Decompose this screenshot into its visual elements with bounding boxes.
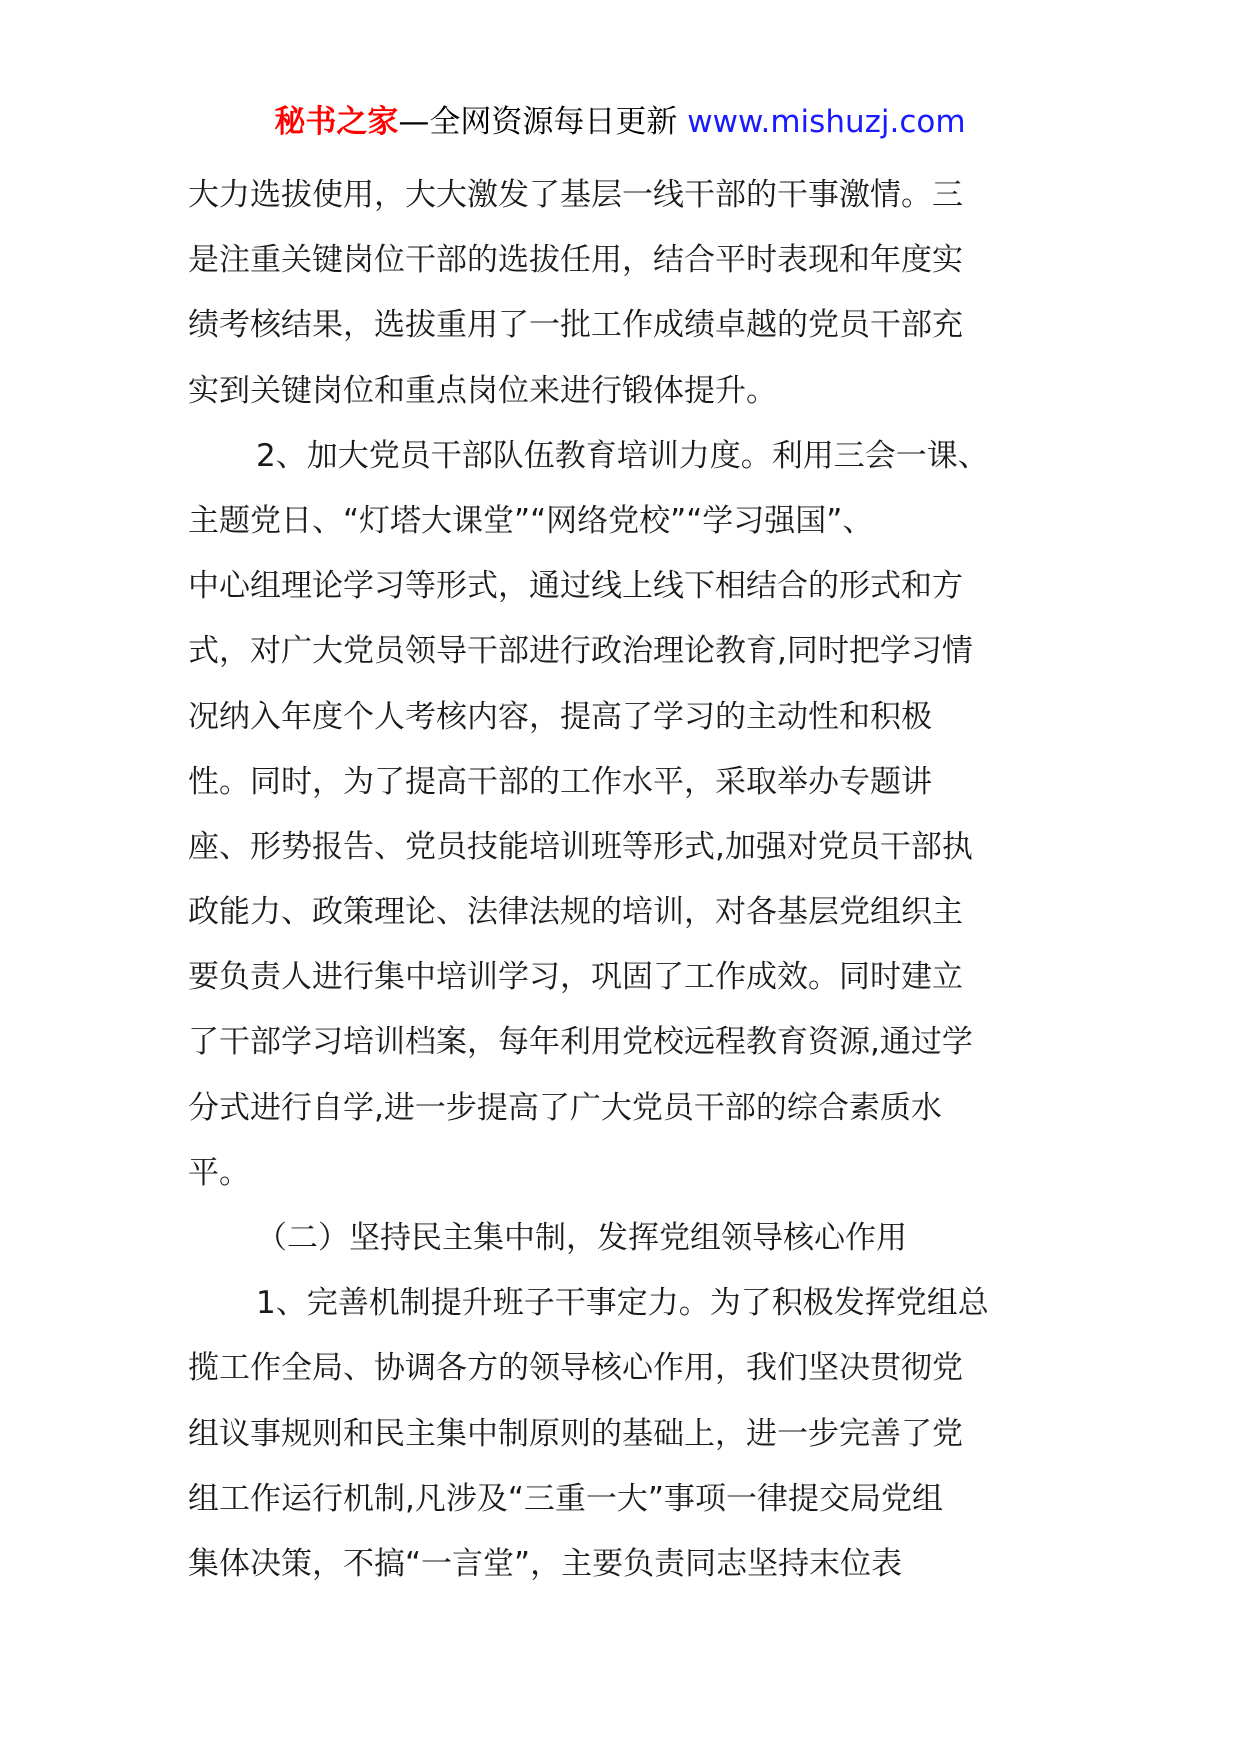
- header-slogan: —全网资源每日更新: [398, 104, 678, 140]
- text-line: 绩考核结果，选拔重用了一批工作成绩卓越的党员干部充: [188, 307, 963, 344]
- text-line: 主题党日、“灯塔大课堂”“网络党校”“学习强国”、: [188, 502, 874, 539]
- brand-name: 秘书之家: [274, 104, 399, 140]
- paragraph-start-line: 2、加大党员干部队伍教育培训力度。利用三会一课、: [256, 437, 989, 474]
- text-line: 况纳入年度个人考核内容，提高了学习的主动性和积极: [188, 698, 932, 735]
- page-header: [0, 100, 1240, 144]
- text-line: 式，对广大党员领导干部进行政治理论教育,同时把学习情: [188, 633, 973, 670]
- text-line: 了干部学习培训档案，每年利用党校远程教育资源,通过学: [188, 1024, 973, 1061]
- site-url[interactable]: www.mishuzj.com: [687, 104, 966, 140]
- text-line: 政能力、政策理论、法律法规的培训，对各基层党组织主: [188, 894, 963, 931]
- section-heading: （二）坚持民主集中制，发挥党组领导核心作用: [256, 1220, 907, 1256]
- text-line: 组议事规则和民主集中制原则的基础上，进一步完善了党: [188, 1415, 963, 1452]
- text-line: 要负责人进行集中培训学习，巩固了工作成效。同时建立: [188, 959, 963, 996]
- text-line: 平。: [188, 1154, 250, 1191]
- paragraph-start-line: 1、完善机制提升班子干事定力。为了积极发挥党组总: [256, 1285, 989, 1322]
- text-line: 实到关键岗位和重点岗位来进行锻体提升。: [188, 372, 777, 409]
- document-body: [188, 163, 1058, 1597]
- text-line: 大力选拔使用，大大激发了基层一线干部的干事激情。三: [188, 177, 963, 213]
- text-line: 集体决策，不搞“一言堂”，主要负责同志坚持末位表: [188, 1545, 903, 1582]
- text-line: 揽工作全局、协调各方的领导核心作用，我们坚决贯彻党: [188, 1350, 963, 1387]
- text-line: 座、形势报告、党员技能培训班等形式,加强对党员干部执: [188, 828, 973, 865]
- text-line: 性。同时，为了提高干部的工作水平，采取举办专题讲: [188, 763, 932, 800]
- text-line: 分式进行自学,进一步提高了广大党员干部的综合素质水: [188, 1089, 942, 1126]
- text-line: 是注重关键岗位干部的选拔任用，结合平时表现和年度实: [188, 242, 963, 279]
- text-line: 组工作运行机制,凡涉及“三重一大”事项一律提交局党组: [188, 1480, 943, 1517]
- text-line: 中心组理论学习等形式，通过线上线下相结合的形式和方: [188, 568, 963, 605]
